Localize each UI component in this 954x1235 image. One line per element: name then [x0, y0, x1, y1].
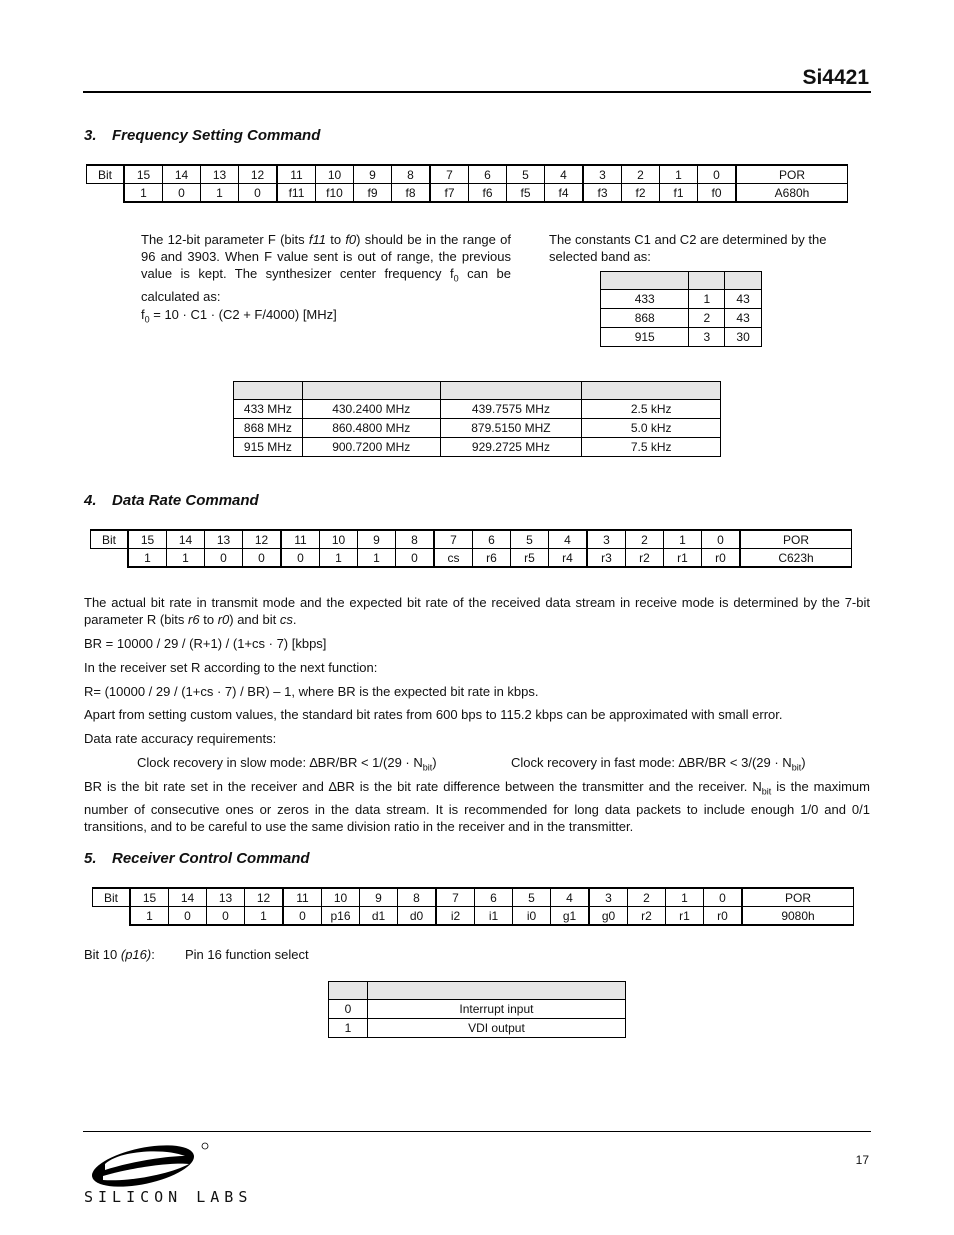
bit-rate-formula: BR = 10000 / 29 / (R+1) / (1+cs · 7) [kbps]	[84, 636, 327, 651]
bit-value-cell: f3	[583, 184, 622, 203]
table-cell: 2.5 kHz	[582, 400, 721, 419]
section-4-heading	[84, 492, 259, 509]
bit-value-cell: g0	[589, 907, 628, 926]
document-title: Si4421	[802, 66, 869, 89]
table-cell: 7.5 kHz	[582, 438, 721, 457]
text-italic: f11	[308, 232, 326, 247]
text: :	[151, 947, 155, 962]
text: )	[801, 755, 806, 770]
bit-value-cell: f0	[698, 184, 737, 203]
data-rate-bit-table	[90, 529, 852, 568]
bit-number-cell: 11	[281, 530, 320, 549]
pin16-function-table	[328, 981, 626, 1038]
bit-label-cell: Bit	[93, 888, 131, 907]
table-cell: 879.5150 MHZ	[440, 419, 582, 438]
bit-number-cell: 7	[436, 888, 475, 907]
table-row	[601, 290, 762, 309]
bit-number-cell: 12	[243, 530, 282, 549]
bit-value-cell: p16	[322, 907, 360, 926]
bit-number-cell: 3	[589, 888, 628, 907]
bit-number-cell: 2	[628, 888, 666, 907]
bit-number-cell: POR	[740, 530, 852, 549]
text: The 12-bit parameter F (bits	[141, 232, 309, 247]
text-italic: r0	[217, 612, 230, 627]
bit-value-cell: r1	[666, 907, 704, 926]
bit-number-cell: 13	[201, 165, 239, 184]
text: Clock recovery in slow mode: ∆BR/BR < 1/(29 · N	[137, 755, 423, 770]
bit-number-cell: 15	[124, 165, 163, 184]
bit-value-cell: 1	[124, 184, 163, 203]
por-value-cell: A680h	[736, 184, 848, 203]
subscript: bit	[791, 762, 802, 773]
bit-value-cell: 1	[130, 907, 169, 926]
bit-value-cell: f1	[660, 184, 698, 203]
bit-value-cell: d1	[360, 907, 398, 926]
bit-value-cell: f7	[430, 184, 469, 203]
bit-number-cell: 1	[666, 888, 704, 907]
header-cell	[582, 382, 721, 400]
por-value-cell: C623h	[740, 549, 852, 568]
bit-value-cell: f4	[545, 184, 584, 203]
bit-number-cell: 0	[704, 888, 743, 907]
bit-value-cell: f9	[354, 184, 392, 203]
standard-rates-text: Apart from setting custom values, the standard bit rates from 600 bps to 115.2 kbps can be approximated with small error.	[84, 707, 783, 722]
header-cell	[234, 382, 303, 400]
data-rate-para-nbit	[84, 778, 870, 835]
subscript: 0	[453, 273, 459, 284]
header-cell	[367, 982, 625, 1000]
bit-number-cell: 14	[163, 165, 201, 184]
header-cell	[329, 982, 368, 1000]
bit-number-cell: POR	[742, 888, 854, 907]
bit-value-cell: f5	[507, 184, 545, 203]
bit-number-cell: 5	[511, 530, 549, 549]
table-cell: 43	[725, 290, 762, 309]
bit-value-cell: r6	[473, 549, 511, 568]
table-cell: 439.7575 MHz	[440, 400, 582, 419]
bit-value-cell: 0	[169, 907, 207, 926]
bit-number-cell: 6	[475, 888, 513, 907]
receiver-control-bit-table	[92, 887, 854, 926]
frequency-formula	[141, 306, 337, 329]
table-cell: 3	[689, 328, 725, 347]
footer-rule	[83, 1131, 871, 1132]
bit-number-cell: 6	[473, 530, 511, 549]
empty-cell	[87, 184, 125, 203]
bit-number-cell: 7	[434, 530, 473, 549]
frequency-command-bit-table	[86, 164, 848, 203]
header-cell	[440, 382, 582, 400]
bit-value-cell: 1	[245, 907, 284, 926]
bit-number-cell: 8	[398, 888, 437, 907]
bit-label-cell: Bit	[91, 530, 129, 549]
bit-value-cell: 1	[167, 549, 205, 568]
bit-number-cell: 5	[513, 888, 551, 907]
section-number: 3.	[84, 127, 97, 144]
data-rate-para-1	[84, 594, 870, 628]
bit-value-cell: 0	[243, 549, 282, 568]
bit10-label	[84, 946, 155, 963]
bit-value-cell: r1	[664, 549, 702, 568]
receiver-set-text: In the receiver set R according to the next function:	[84, 660, 378, 675]
page-number: 17	[855, 1153, 869, 1167]
band-constants-table	[600, 271, 762, 347]
bit-value-cell: 0	[207, 907, 245, 926]
empty-cell	[93, 907, 131, 926]
bit-value-cell: f10	[316, 184, 354, 203]
text: ) and bit	[229, 612, 280, 627]
table-cell: 1	[689, 290, 725, 309]
bit-number-cell: 13	[205, 530, 243, 549]
bit-value-cell: r0	[704, 907, 743, 926]
text: The actual bit rate in transmit mode and the expected bit rate of the received data stream in receive mode is determined by the 7-bit parameter R (bits	[84, 595, 870, 627]
text: ) should be in the range of 96 and 3903. When F value sent is out of range, the previous value is kept. The synthesizer center frequency f	[141, 232, 511, 281]
header-cell	[725, 272, 762, 290]
bit-number-cell: 1	[660, 165, 698, 184]
accuracy-requirements-label: Data rate accuracy requirements:	[84, 731, 277, 746]
bit-number-cell: 5	[507, 165, 545, 184]
header-cell	[601, 272, 689, 290]
bit-value-cell: r2	[626, 549, 664, 568]
table-row	[329, 1019, 626, 1038]
section-number: 4.	[84, 492, 97, 509]
header-cell	[302, 382, 440, 400]
section-3-heading	[84, 127, 320, 144]
bit-number-cell: 12	[239, 165, 278, 184]
bit-value-cell: r4	[549, 549, 588, 568]
slow-mode-requirement	[137, 754, 437, 777]
bit-number-cell: 0	[698, 165, 737, 184]
bit-value-cell: 0	[396, 549, 435, 568]
bit-number-cell: 10	[322, 888, 360, 907]
subscript: 0	[144, 314, 150, 325]
section-title: Receiver Control Command	[112, 850, 310, 867]
bit-value-cell: r0	[702, 549, 741, 568]
bit-value-cell: i0	[513, 907, 551, 926]
bit-value-cell: 1	[320, 549, 358, 568]
bit-number-cell: 3	[583, 165, 622, 184]
bit-number-cell: 11	[277, 165, 316, 184]
text: = 10 · C1 · (C2 + F/4000) [MHz]	[149, 307, 337, 322]
table-cell: 1	[329, 1019, 368, 1038]
bit-value-cell: 1	[128, 549, 167, 568]
bit-value-cell: 0	[283, 907, 322, 926]
bit10-description: Pin 16 function select	[185, 947, 309, 962]
table-row	[234, 400, 721, 419]
bit-value-cell: 0	[163, 184, 201, 203]
bit-value-cell: r3	[587, 549, 626, 568]
text: .	[292, 612, 297, 627]
bit-number-cell: 9	[358, 530, 396, 549]
bit-number-cell: 0	[702, 530, 741, 549]
bit-value-cell: f2	[622, 184, 660, 203]
bit-value-cell: r2	[628, 907, 666, 926]
table-cell: 0	[329, 1000, 368, 1019]
table-cell: Interrupt input	[367, 1000, 625, 1019]
section-5-heading	[84, 850, 310, 867]
table-row	[234, 419, 721, 438]
bit-value-cell: f8	[392, 184, 431, 203]
table-cell: 915	[601, 328, 689, 347]
table-cell: VDI output	[367, 1019, 625, 1038]
bit-number-cell: 9	[354, 165, 392, 184]
table-cell: 2	[689, 309, 725, 328]
receiver-formula: R= (10000 / 29 / (1+cs · 7) / BR) – 1, where BR is the expected bit rate in kbps.	[84, 684, 539, 699]
text: Clock recovery in fast mode: ∆BR/BR < 3/(29 · N	[511, 755, 792, 770]
frequency-description	[141, 231, 511, 305]
table-cell: 5.0 kHz	[582, 419, 721, 438]
bit-number-cell: 10	[320, 530, 358, 549]
text: to	[325, 232, 346, 247]
bit-value-cell: i1	[475, 907, 513, 926]
text: Bit 10	[84, 947, 121, 962]
bit-value-cell: f11	[277, 184, 316, 203]
bit-number-cell: 7	[430, 165, 469, 184]
text: )	[432, 755, 437, 770]
header-rule	[83, 91, 871, 93]
table-cell: 430.2400 MHz	[302, 400, 440, 419]
bit-value-cell: 0	[239, 184, 278, 203]
band-range-table	[233, 381, 721, 457]
bit-number-cell: 11	[283, 888, 322, 907]
header-cell	[689, 272, 725, 290]
table-cell: 868	[601, 309, 689, 328]
bit-number-cell: 2	[622, 165, 660, 184]
table-row	[329, 1000, 626, 1019]
bit-number-cell: 8	[392, 165, 431, 184]
text-italic: f0	[345, 232, 357, 247]
table-cell: 929.2725 MHz	[440, 438, 582, 457]
table-cell: 915 MHz	[234, 438, 303, 457]
subscript: bit	[761, 786, 772, 797]
section-title: Data Rate Command	[112, 492, 259, 509]
text-italic: r6	[188, 612, 200, 627]
fast-mode-requirement	[511, 754, 806, 777]
bit-number-cell: POR	[736, 165, 848, 184]
text: BR is the bit rate set in the receiver and ∆BR is the bit rate difference between the transmitter and the receiver. N	[84, 779, 762, 794]
table-row	[234, 438, 721, 457]
bit-number-cell: 15	[130, 888, 169, 907]
bit-value-cell: 0	[281, 549, 320, 568]
table-cell: 860.4800 MHz	[302, 419, 440, 438]
bit-number-cell: 4	[545, 165, 584, 184]
text: to	[199, 612, 218, 627]
table-cell: 433	[601, 290, 689, 309]
bit-value-cell: d0	[398, 907, 437, 926]
bit-value-cell: 1	[358, 549, 396, 568]
text: is the maximum number of consecutive ones or zeros in the data stream. It is recommended for long data packets to include enough 1/0 and 0/1 transitions, and to be careful to use the same division ratio in the receiver and in the transmitter.	[84, 779, 870, 834]
bit-number-cell: 10	[316, 165, 354, 184]
bit-number-cell: 3	[587, 530, 626, 549]
text: f	[141, 307, 145, 322]
bit-number-cell: 14	[167, 530, 205, 549]
text-italic: cs	[279, 612, 293, 627]
bit-number-cell: 15	[128, 530, 167, 549]
table-row	[601, 309, 762, 328]
text: can be calculated as:	[141, 266, 511, 304]
bit-value-cell: i2	[436, 907, 475, 926]
table-cell: 868 MHz	[234, 419, 303, 438]
section-title: Frequency Setting Command	[112, 127, 321, 144]
subscript: bit	[422, 762, 433, 773]
bit-value-cell: g1	[551, 907, 590, 926]
bit-value-cell: f6	[469, 184, 507, 203]
bit-number-cell: 9	[360, 888, 398, 907]
constants-description: The constants C1 and C2 are determined by the selected band as:	[549, 232, 827, 264]
section-number: 5.	[84, 850, 97, 867]
bit-number-cell: 12	[245, 888, 284, 907]
logo-wordmark: SILICON LABS	[84, 1188, 253, 1206]
bit-number-cell: 13	[207, 888, 245, 907]
table-cell: 433 MHz	[234, 400, 303, 419]
bit-number-cell: 14	[169, 888, 207, 907]
table-cell: 30	[725, 328, 762, 347]
bit-number-cell: 4	[549, 530, 588, 549]
bit-value-cell: cs	[434, 549, 473, 568]
table-cell: 900.7200 MHz	[302, 438, 440, 457]
por-value-cell: 9080h	[742, 907, 854, 926]
table-cell: 43	[725, 309, 762, 328]
bit-label-cell: Bit	[87, 165, 125, 184]
text-italic: (p16)	[120, 947, 152, 962]
bit-number-cell: 4	[551, 888, 590, 907]
bit-value-cell: 1	[201, 184, 239, 203]
bit-number-cell: 1	[664, 530, 702, 549]
bit-number-cell: 2	[626, 530, 664, 549]
bit-number-cell: 6	[469, 165, 507, 184]
table-row	[601, 328, 762, 347]
bit-number-cell: 8	[396, 530, 435, 549]
bit-value-cell: r5	[511, 549, 549, 568]
empty-cell	[91, 549, 129, 568]
bit-value-cell: 0	[205, 549, 243, 568]
